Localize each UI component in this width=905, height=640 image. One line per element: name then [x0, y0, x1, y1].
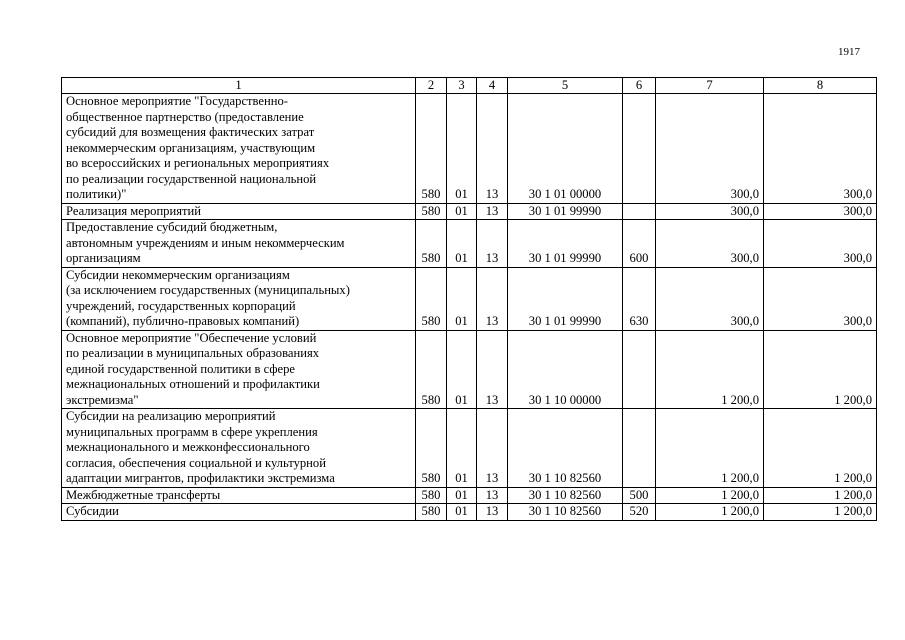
header-col-3: 3	[447, 78, 477, 94]
table-row	[62, 220, 877, 268]
cell-expense-type	[623, 203, 656, 220]
table-row	[62, 487, 877, 504]
table-header	[62, 78, 877, 94]
cell-amount-2: 300,0	[764, 267, 877, 330]
cell-subsection: 13	[477, 409, 508, 488]
cell-target-article: 30 1 01 99990	[508, 220, 623, 268]
table-row	[62, 504, 877, 521]
cell-amount-2: 300,0	[764, 220, 877, 268]
header-col-6: 6	[623, 78, 656, 94]
header-col-5: 5	[508, 78, 623, 94]
cell-name: Предоставление субсидий бюджетным, автономным учреждениям и иным некоммерческим организациям	[62, 220, 416, 268]
cell-ministry-code: 580	[416, 203, 447, 220]
cell-section: 01	[447, 504, 477, 521]
header-col-1: 1	[62, 78, 416, 94]
cell-name: Межбюджетные трансферты	[62, 487, 416, 504]
table-row	[62, 409, 877, 488]
cell-section: 01	[447, 330, 477, 409]
cell-target-article: 30 1 10 82560	[508, 487, 623, 504]
cell-ministry-code: 580	[416, 220, 447, 268]
cell-subsection: 13	[477, 504, 508, 521]
table-row	[62, 267, 877, 330]
header-col-4: 4	[477, 78, 508, 94]
cell-target-article: 30 1 10 82560	[508, 409, 623, 488]
cell-section: 01	[447, 409, 477, 488]
cell-ministry-code: 580	[416, 94, 447, 204]
cell-expense-type	[623, 409, 656, 488]
cell-name: Субсидии	[62, 504, 416, 521]
cell-name: Субсидии некоммерческим организациям (за исключением государственных (муниципальных) учреждений, государственных корпораций (компаний), публично-правовых компаний)	[62, 267, 416, 330]
cell-amount-1: 1 200,0	[656, 409, 764, 488]
header-col-2: 2	[416, 78, 447, 94]
budget-table	[61, 77, 877, 521]
cell-subsection: 13	[477, 94, 508, 204]
cell-ministry-code: 580	[416, 267, 447, 330]
cell-amount-1: 1 200,0	[656, 330, 764, 409]
cell-amount-1: 1 200,0	[656, 504, 764, 521]
cell-expense-type: 630	[623, 267, 656, 330]
cell-amount-1: 300,0	[656, 203, 764, 220]
cell-section: 01	[447, 220, 477, 268]
cell-ministry-code: 580	[416, 330, 447, 409]
cell-amount-1: 300,0	[656, 94, 764, 204]
header-col-8: 8	[764, 78, 877, 94]
cell-expense-type: 500	[623, 487, 656, 504]
table-row	[62, 330, 877, 409]
table-row	[62, 203, 877, 220]
cell-target-article: 30 1 01 99990	[508, 267, 623, 330]
cell-amount-2: 300,0	[764, 203, 877, 220]
cell-target-article: 30 1 10 00000	[508, 330, 623, 409]
cell-ministry-code: 580	[416, 504, 447, 521]
cell-section: 01	[447, 94, 477, 204]
cell-expense-type: 520	[623, 504, 656, 521]
cell-expense-type	[623, 330, 656, 409]
cell-amount-2: 1 200,0	[764, 487, 877, 504]
cell-name: Основное мероприятие "Государственно- общественное партнерство (предоставление субсидий для возмещения фактических затрат некоммерческим организациям, участвующим во всероссийских и региональных мероприятиях по реализации государственной национальной политики)"	[62, 94, 416, 204]
cell-section: 01	[447, 267, 477, 330]
cell-expense-type	[623, 94, 656, 204]
cell-section: 01	[447, 487, 477, 504]
cell-amount-2: 1 200,0	[764, 409, 877, 488]
cell-target-article: 30 1 01 00000	[508, 94, 623, 204]
cell-target-article: 30 1 01 99990	[508, 203, 623, 220]
cell-target-article: 30 1 10 82560	[508, 504, 623, 521]
table-body	[62, 94, 877, 521]
cell-amount-1: 300,0	[656, 267, 764, 330]
cell-name: Субсидии на реализацию мероприятий муниципальных программ в сфере укрепления межнационального и межконфессионального согласия, обеспечения социальной и культурной адаптации мигрантов, профилактики экстремизма	[62, 409, 416, 488]
cell-subsection: 13	[477, 203, 508, 220]
cell-subsection: 13	[477, 220, 508, 268]
cell-expense-type: 600	[623, 220, 656, 268]
cell-ministry-code: 580	[416, 487, 447, 504]
header-row	[62, 78, 877, 94]
cell-subsection: 13	[477, 267, 508, 330]
cell-amount-2: 1 200,0	[764, 504, 877, 521]
cell-name: Основное мероприятие "Обеспечение условий по реализации в муниципальных образованиях единой государственной политики в сфере межнациональных отношений и профилактики экстремизма"	[62, 330, 416, 409]
page-number: 1917	[838, 46, 860, 58]
cell-subsection: 13	[477, 330, 508, 409]
cell-subsection: 13	[477, 487, 508, 504]
header-col-7: 7	[656, 78, 764, 94]
cell-section: 01	[447, 203, 477, 220]
cell-amount-1: 1 200,0	[656, 487, 764, 504]
cell-ministry-code: 580	[416, 409, 447, 488]
cell-amount-2: 1 200,0	[764, 330, 877, 409]
cell-amount-1: 300,0	[656, 220, 764, 268]
cell-amount-2: 300,0	[764, 94, 877, 204]
cell-name: Реализация мероприятий	[62, 203, 416, 220]
table-row	[62, 94, 877, 204]
